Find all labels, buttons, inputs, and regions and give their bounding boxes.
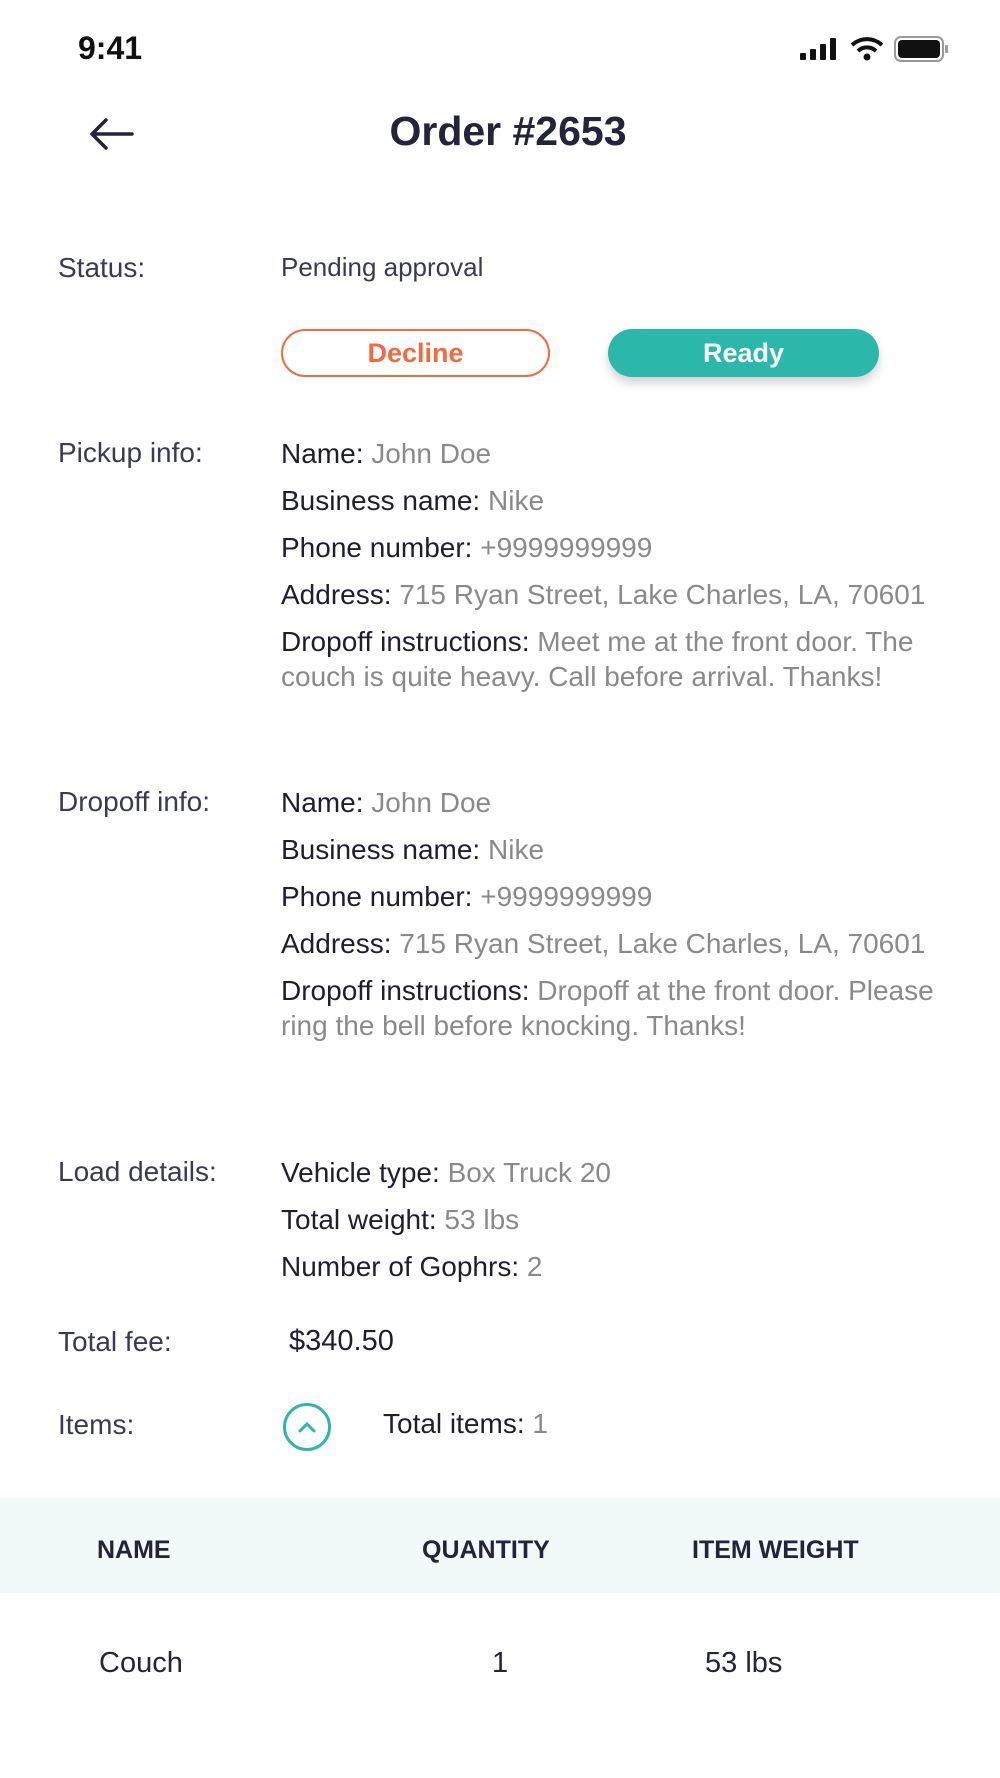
info-entry	[281, 1155, 941, 1190]
info-key: Total weight:	[281, 1204, 437, 1235]
cell-weight: 53 lbs	[705, 1647, 783, 1679]
cell-name: Couch	[99, 1647, 183, 1679]
col-name: NAME	[97, 1536, 171, 1564]
info-entry	[281, 1249, 941, 1284]
dropoff-info	[281, 785, 941, 1055]
info-entry	[281, 973, 941, 1043]
signal-icon	[800, 38, 840, 60]
info-entry	[281, 530, 941, 565]
chevron-up-icon	[297, 1420, 317, 1434]
info-value: +9999999999	[480, 881, 653, 912]
info-value: Nike	[488, 485, 545, 516]
total-items	[383, 1408, 548, 1440]
info-entry	[281, 1202, 941, 1237]
info-entry	[281, 577, 941, 612]
dropoff-label: Dropoff info:	[58, 786, 211, 817]
info-key: Address:	[281, 579, 392, 610]
info-key: Number of Gophrs:	[281, 1251, 520, 1282]
status-bar-time: 9:41	[78, 30, 143, 66]
info-value: Nike	[488, 834, 545, 865]
info-value: Dropoff at the front door. Please ring the bell before knocking. Thanks!	[281, 975, 934, 1041]
info-key: Dropoff instructions:	[281, 975, 530, 1006]
collapse-items-button[interactable]	[283, 1403, 331, 1451]
load-details	[281, 1155, 941, 1296]
info-entry	[281, 879, 941, 914]
info-entry	[281, 785, 941, 820]
info-value: 53 lbs	[444, 1204, 520, 1235]
status-value: Pending approval	[281, 252, 484, 282]
info-key: Business name:	[281, 834, 481, 865]
info-value: Meet me at the front door. The couch is quite heavy. Call before arrival. Thanks!	[281, 626, 914, 692]
info-key: Address:	[281, 928, 392, 959]
status-bar-icons	[800, 36, 950, 62]
col-item-weight: ITEM WEIGHT	[692, 1536, 859, 1564]
total-items-label: Total items:	[383, 1408, 525, 1439]
info-value: 715 Ryan Street, Lake Charles, LA, 70601	[399, 579, 926, 610]
info-value: +9999999999	[480, 532, 653, 563]
fee-value: $340.50	[289, 1325, 394, 1357]
status-label: Status:	[58, 252, 146, 283]
cell-quantity: 1	[492, 1647, 509, 1679]
info-key: Dropoff instructions:	[281, 626, 530, 657]
info-value: 2	[526, 1251, 543, 1282]
pickup-label: Pickup info:	[58, 437, 203, 468]
decline-button[interactable]: Decline	[281, 329, 550, 377]
wifi-icon	[850, 37, 884, 61]
total-items-value: 1	[532, 1408, 548, 1439]
info-entry	[281, 926, 941, 961]
info-entry	[281, 832, 941, 867]
info-key: Name:	[281, 787, 364, 818]
pickup-info	[281, 436, 941, 706]
info-entry	[281, 483, 941, 518]
load-label: Load details:	[58, 1156, 217, 1187]
battery-icon	[894, 36, 950, 62]
ready-button[interactable]: Ready	[608, 329, 879, 377]
info-key: Phone number:	[281, 881, 473, 912]
info-entry	[281, 436, 941, 471]
info-key: Business name:	[281, 485, 481, 516]
info-value: Box Truck 20	[447, 1157, 611, 1188]
col-quantity: QUANTITY	[422, 1536, 550, 1564]
items-label: Items:	[58, 1409, 135, 1440]
info-key: Phone number:	[281, 532, 473, 563]
page-title: Order #2653	[389, 108, 627, 154]
fee-label: Total fee:	[58, 1326, 172, 1357]
info-key: Vehicle type:	[281, 1157, 440, 1188]
info-value: 715 Ryan Street, Lake Charles, LA, 70601	[399, 928, 926, 959]
info-value: John Doe	[371, 787, 492, 818]
info-value: John Doe	[371, 438, 492, 469]
info-key: Name:	[281, 438, 364, 469]
info-entry	[281, 624, 941, 694]
